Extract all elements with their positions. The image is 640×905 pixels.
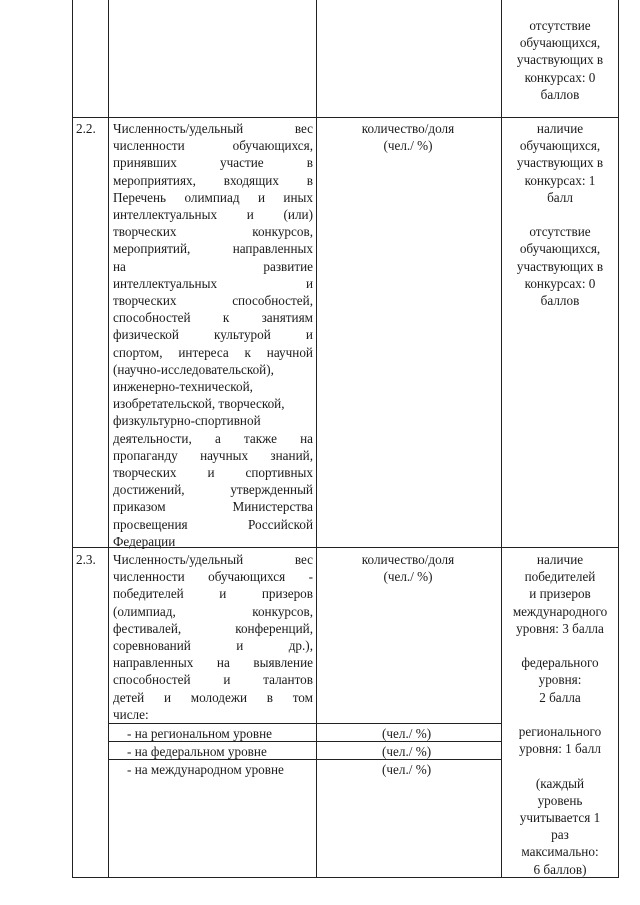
description-line: направленных на выявление: [113, 655, 313, 671]
criterion-line: учитывается 1: [519, 810, 601, 825]
subrow-federal-label: - на федеральном уровне: [127, 744, 267, 759]
description-line: Численность/удельный вес: [113, 121, 313, 136]
description-line: на развитие: [113, 258, 313, 274]
subrow-divider-1: [108, 723, 502, 724]
subrow-federal-unit: (чел./ %): [382, 744, 432, 759]
criterion-line: уровня: 3 балла: [516, 620, 604, 636]
description-line: достижений, утвержденный: [113, 482, 313, 498]
row-2-2-number: 2.2.: [76, 121, 96, 136]
description-line: творческих и спортивных: [113, 465, 313, 481]
table-column-divider-3: [501, 0, 502, 878]
unit-line: (чел./ %): [383, 569, 433, 585]
description-line: мероприятиях, входящих в: [113, 172, 313, 188]
description-line: творческих способностей,: [113, 293, 313, 309]
criterion-spacer: [505, 757, 615, 774]
description-line: творческих конкурсов,: [113, 224, 313, 240]
criterion-line: обучающихся,: [519, 35, 601, 51]
row-2-3-unit: [318, 551, 498, 585]
criterion-line: 2 балла: [539, 689, 581, 705]
criterion-line: конкурсах: 1: [524, 172, 596, 188]
description-line: принявших участие в: [113, 155, 313, 171]
description-line: соревнований и др.),: [113, 638, 313, 654]
description-line: физкультурно-спортивной: [113, 413, 261, 429]
description-line: победителей и призеров: [113, 586, 313, 602]
criterion-line: баллов: [540, 86, 580, 102]
description-line: способностей к занятиям: [113, 310, 313, 326]
description-line: способностей и талантов: [113, 672, 313, 688]
description-line: (олимпиад, конкурсов,: [113, 603, 313, 619]
description-line: мероприятий, направленных: [113, 241, 313, 257]
criterion-line: баллов: [540, 293, 580, 309]
criterion-line: победителей: [524, 569, 596, 585]
description-line: Перечень олимпиад и иных: [113, 189, 313, 205]
criterion-line: раз: [551, 827, 569, 843]
criterion-spacer: [505, 706, 615, 723]
description-line: физической культурой и: [113, 327, 313, 343]
description-line: спортом, интереса к научной: [113, 344, 313, 360]
row-0-criterion: [505, 17, 615, 103]
description-line: интеллектуальных и: [113, 275, 313, 291]
criterion-line: международного: [512, 603, 608, 619]
criterion-line: уровня: 1 балл: [519, 741, 601, 757]
row-2-3-criterion: [505, 551, 615, 878]
criterion-line: отсутствие: [529, 224, 591, 240]
description-line: интеллектуальных и (или): [113, 207, 313, 223]
table-border-right: [618, 0, 619, 878]
row-2-3-number: 2.3.: [76, 552, 96, 567]
description-line: изобретательской, творческой,: [113, 396, 285, 412]
criterion-line: обучающихся,: [519, 241, 601, 257]
row-2-2-description: [113, 120, 313, 550]
criterion-line: конкурсах: 0: [524, 275, 596, 291]
unit-line: количество/доля: [361, 121, 455, 136]
criterion-line: балл: [547, 189, 573, 205]
description-line: численности обучающихся -: [113, 569, 313, 585]
description-line: деятельности, а также на: [113, 430, 313, 446]
criterion-spacer: [505, 206, 615, 223]
criterion-line: федерального: [521, 655, 599, 671]
row-2-2-criterion: [505, 120, 615, 309]
criterion-line: (каждый: [535, 775, 585, 791]
description-line: (научно-исследовательской),: [113, 361, 274, 377]
description-line: числе:: [113, 706, 149, 722]
criterion-line: наличие: [536, 552, 584, 567]
criterion-line: регионального: [518, 724, 602, 739]
table-border-left: [72, 0, 73, 878]
criterion-line: участвующих в: [516, 258, 604, 274]
row-divider-1: [72, 117, 619, 118]
criterion-line: и призеров: [529, 586, 591, 602]
description-line: приказом Министерства: [113, 499, 313, 515]
description-line: Численность/удельный вес: [113, 552, 313, 567]
row-2-3-description: [113, 551, 313, 723]
unit-line: (чел./ %): [383, 138, 433, 154]
criterion-line: обучающихся,: [519, 138, 601, 154]
table-column-divider-1: [108, 0, 109, 878]
criterion-line: 6 баллов): [533, 861, 587, 877]
criterion-line: уровня:: [538, 672, 582, 688]
criterion-spacer: [505, 637, 615, 654]
subrow-regional-label: - на региональном уровне: [127, 726, 272, 741]
subrow-international-unit: (чел./ %): [382, 762, 432, 777]
description-line: инженерно-технической,: [113, 379, 253, 395]
row-2-2-unit: [318, 120, 498, 154]
unit-line: количество/доля: [361, 552, 455, 567]
subrow-international-label: - на международном уровне: [127, 762, 284, 777]
criterion-line: наличие: [536, 121, 584, 136]
description-line: фестивалей, конференций,: [113, 620, 313, 636]
table-column-divider-2: [316, 0, 317, 878]
criterion-line: максимально:: [521, 844, 599, 860]
criterion-line: конкурсах: 0: [524, 69, 596, 85]
description-line: пропаганду научных знаний,: [113, 447, 313, 463]
description-line: Федерации: [113, 533, 176, 549]
criterion-line: уровень: [537, 792, 583, 808]
subrow-regional-unit: (чел./ %): [382, 726, 432, 741]
description-line: детей и молодежи в том: [113, 689, 313, 705]
criterion-line: отсутствие: [529, 18, 591, 33]
description-line: численности обучающихся,: [113, 138, 313, 154]
criterion-line: участвующих в: [516, 52, 604, 68]
description-line: просвещения Российской: [113, 516, 313, 532]
criterion-line: участвующих в: [516, 155, 604, 171]
